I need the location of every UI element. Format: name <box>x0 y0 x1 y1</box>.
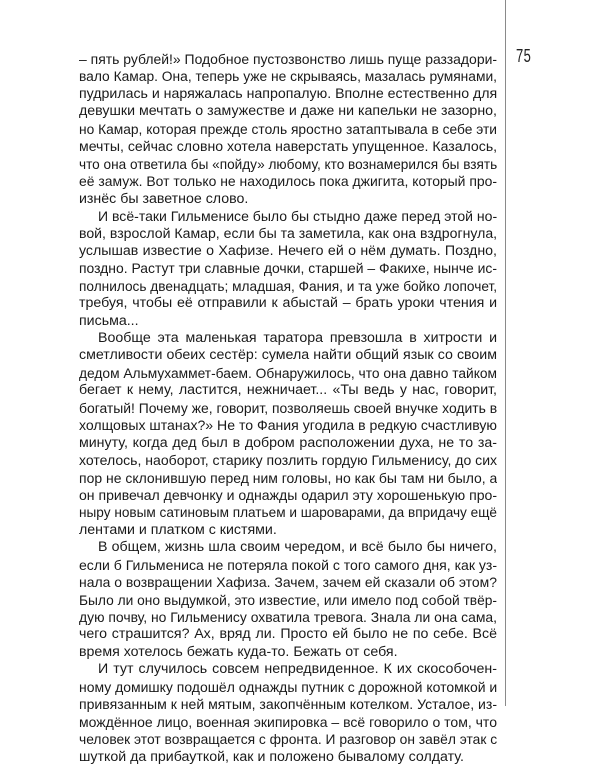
text-line: время хотелось бежать куда-то. Бежать от себя. <box>79 643 398 660</box>
text-line: полнилось двенадцать; младшая, Фания, и та уже бойко лопочет, <box>79 278 497 294</box>
text-line: изнёс бы заветное слово. <box>79 190 249 207</box>
text-line: услышав известие о Хафизе. Нечего ей о нём думать. Поздно, <box>79 242 497 259</box>
text-line: шуткой да прибауткой, как и положено бывалому солдату. <box>79 748 464 765</box>
text-line: письма... <box>79 312 139 329</box>
text-line: В общем, жизнь шла своим чередом, и всё было бы ничего, <box>98 539 497 556</box>
text-line: требуя, чтобы её отправили к абыстай – брать уроки чтения и <box>79 295 497 312</box>
text-line: холщовых штанах?» Не то Фания угодила в редкую счастливую <box>79 417 497 434</box>
text-line: хотелось, наоборот, старику позлить гордую Гильменису, до сих <box>79 452 497 469</box>
text-line: дедом Альмухаммет-баем. Обнаружилось, что она давно тайком <box>79 365 497 381</box>
text-line: что она ответила бы «пойду» любому, кто вознамерился бы взять <box>79 156 497 172</box>
text-line: ныру новым сатиновым платьем и шароварами, да впридачу ещё <box>79 505 497 521</box>
text-line: мождённое лицо, военная экипировка – всё говорило о том, что <box>79 713 497 730</box>
text-line: ному домишку подошёл однажды путник с дорожной котомкой и <box>79 678 497 695</box>
text-line: мечты, сейчас словно хотела наверстать упущенное. Казалось, <box>79 138 497 155</box>
paragraph <box>79 539 497 661</box>
paragraph <box>79 51 497 208</box>
text-line: минуту, когда дед был в добром расположении духа, не то за- <box>79 434 497 451</box>
text-line: вой, взрослой Камар, если бы та заметила, как она вздрогнула, <box>79 225 497 242</box>
text-line: если б Гильмениса не потеряла покой с того самого дня, как уз- <box>79 556 497 573</box>
text-line: дую почву, но Гильменису охватила тревога. Знала ли она сама, <box>79 609 497 625</box>
text-line: но Камар, которая прежде столь яростно затаптывала в себе эти <box>79 121 497 137</box>
text-line: вало Камар. Она, теперь уже не скрываясь, мазалась румянами, <box>79 68 497 85</box>
text-line: богатый! Почему же, говорит, позволяешь своей внучке ходить в <box>79 399 497 416</box>
text-line: пудрилась и наряжалась напропалую. Вполне естественно для <box>79 85 497 102</box>
paragraph <box>79 208 497 330</box>
text-line: привязанным к ней мятым, закопчённым котелком. Усталое, из- <box>79 696 497 713</box>
text-block <box>79 51 497 766</box>
text-line: нала о возвращении Хафиза. Зачем, зачем ей сказали об этом? <box>79 574 497 591</box>
paragraph <box>79 330 497 539</box>
text-line: И тут случилось совсем непредвиденное. К их скособочен- <box>98 661 497 678</box>
text-line: поздно. Растут три славные дочки, старшей – Факихе, нынче ис- <box>79 260 497 277</box>
text-line: сметливости обеих сестёр: сумела найти общий язык со своим <box>79 347 497 364</box>
text-line: И всё-таки Гильменисе было бы стыдно даже перед этой но- <box>98 207 497 224</box>
text-line: чего страшится? Ах, вряд ли. Просто ей было не по себе. Всё <box>79 626 497 643</box>
text-line: Было ли оно выдумкой, это известие, или имело под собой твёр- <box>79 592 497 608</box>
text-line: пор не склонившую перед ним головы, но как бы там ни было, а <box>79 469 497 486</box>
text-line: – пять рублей!» Подобное пустозвонство лишь пуще раззадори- <box>79 51 497 67</box>
text-line: девушки мечтать о замужестве и даже ни капельки не зазорно, <box>79 103 497 120</box>
text-line: Вообще эта маленькая таратора превзошла в хитрости и <box>98 330 497 346</box>
margin-rule <box>505 0 506 706</box>
text-line: её замуж. Вот только не находилось пока джигита, который про- <box>79 173 497 190</box>
text-line: лентами и платком с кистями. <box>79 521 277 538</box>
text-line: он привечал девчонку и однажды одарил эту хорошенькую про- <box>79 486 497 503</box>
text-line: человек этот возвращается с фронта. И разговор он завёл этак с <box>79 731 497 748</box>
paragraph <box>79 661 497 766</box>
page-number: 75 <box>516 46 532 66</box>
text-line: бегает к нему, ластится, нежничает... «Ты ведь у нас, говорит, <box>79 382 497 399</box>
